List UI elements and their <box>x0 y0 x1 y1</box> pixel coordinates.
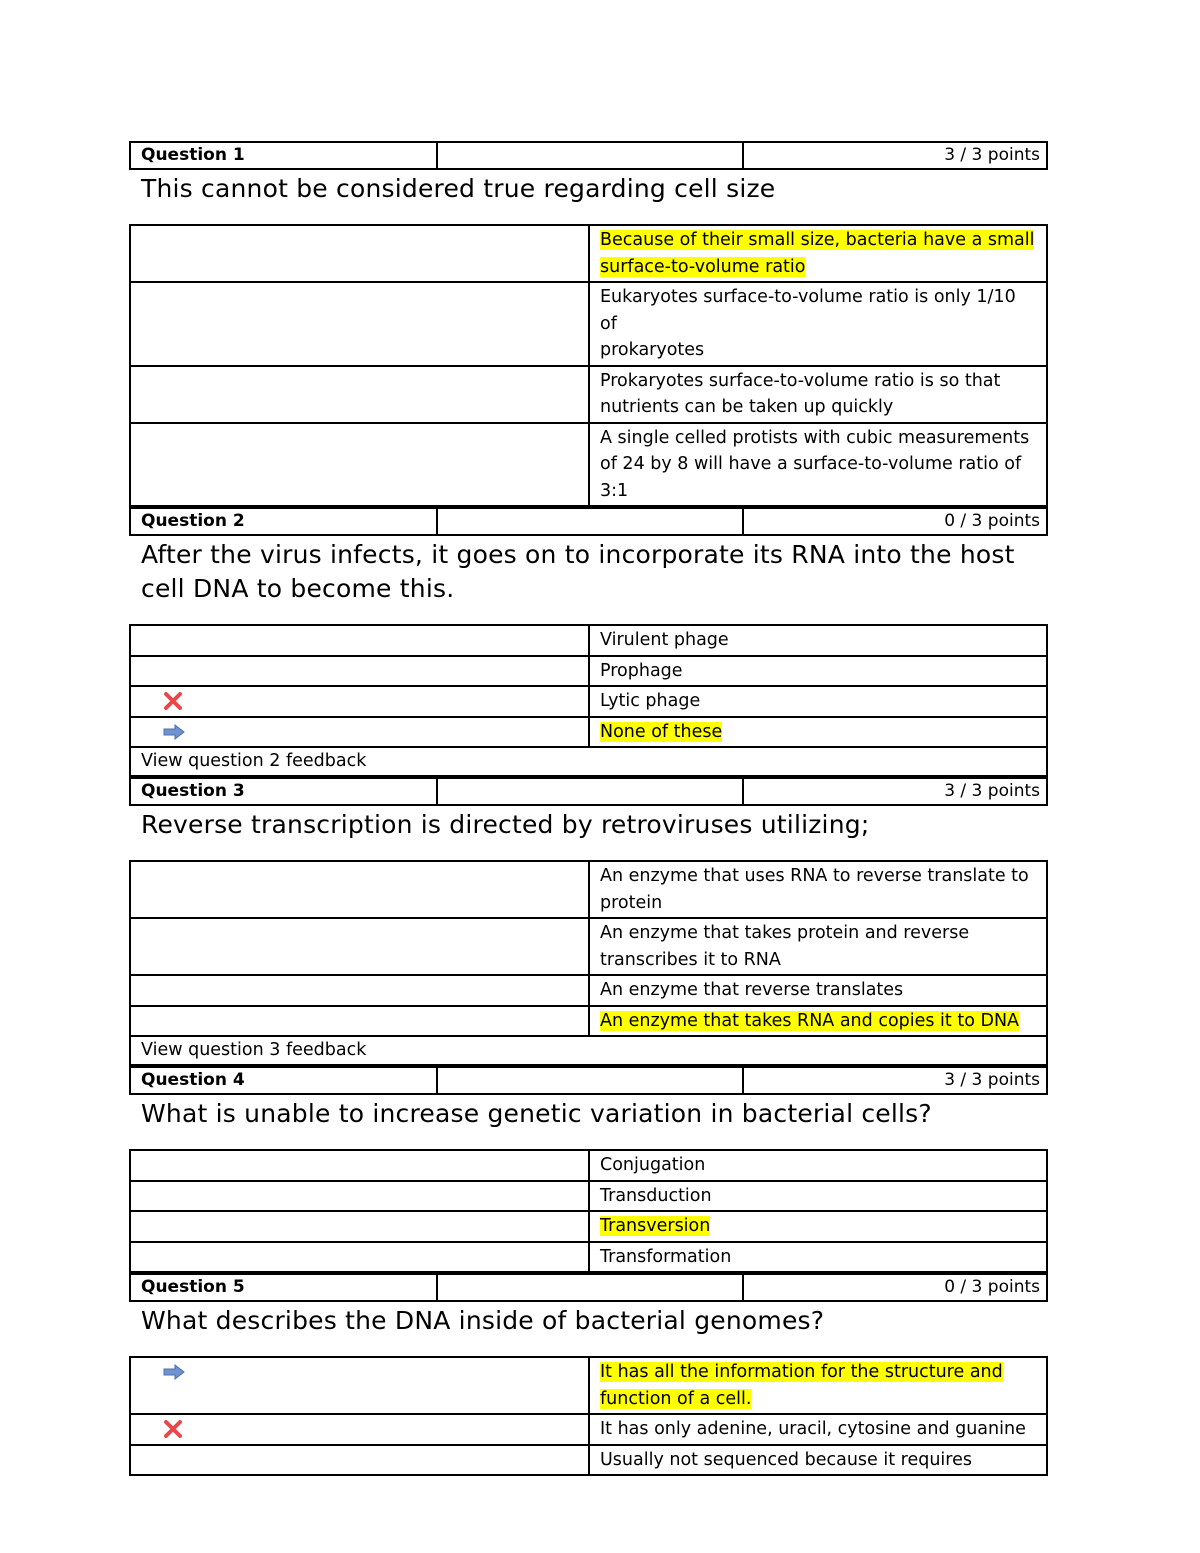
question-header <box>129 141 1048 170</box>
quiz-document <box>129 141 1048 1476</box>
question-spacer <box>129 606 1048 624</box>
answer-row <box>131 687 1046 718</box>
question-spacer <box>129 842 1048 860</box>
question-text: What is unable to increase genetic variation in bacterial cells? <box>141 1099 932 1128</box>
answer-row <box>131 1151 1046 1182</box>
answer-option[interactable] <box>590 687 1046 716</box>
question-label: Question 5 <box>131 1275 438 1300</box>
question-text: This cannot be considered true regarding cell size <box>141 174 776 203</box>
answer-option[interactable] <box>590 1151 1046 1180</box>
answer-row <box>131 424 1046 506</box>
view-feedback-link[interactable]: View question 2 feedback <box>141 751 367 771</box>
answer-marker-cell <box>131 283 590 365</box>
question-header-blank-cell <box>438 509 744 534</box>
question-header-blank-cell <box>438 143 744 168</box>
answer-option[interactable] <box>590 1415 1046 1444</box>
correct-arrow-icon <box>163 1364 183 1382</box>
answer-option[interactable] <box>590 862 1046 917</box>
answer-row <box>131 283 1046 367</box>
answer-option[interactable] <box>590 367 1046 422</box>
incorrect-x-icon <box>163 1420 183 1438</box>
answer-row <box>131 1446 1046 1475</box>
answer-marker-cell <box>131 1243 590 1272</box>
question-text: What describes the DNA inside of bacterial genomes? <box>141 1306 825 1335</box>
answer-option[interactable] <box>590 718 1046 747</box>
answer-marker-cell <box>131 1182 590 1211</box>
answer-table <box>129 624 1048 777</box>
answer-marker-cell <box>131 862 590 917</box>
answer-option-line: Conjugation <box>600 1155 706 1175</box>
answer-option[interactable] <box>590 283 1046 365</box>
answer-option-line: Prokaryotes surface-to-volume ratio is so that <box>600 370 1001 391</box>
question-points: 0 / 3 points <box>944 511 1040 531</box>
answer-row <box>131 976 1046 1007</box>
question-header <box>129 507 1048 536</box>
answer-option-line: Lytic phage <box>600 691 701 711</box>
answer-option[interactable] <box>590 1446 1046 1475</box>
answer-option[interactable] <box>590 1007 1046 1036</box>
question-header <box>129 777 1048 806</box>
answer-marker-cell <box>131 367 590 422</box>
answer-option[interactable] <box>590 1182 1046 1211</box>
answer-option-line: transcribes it to RNA <box>600 949 781 970</box>
answer-marker-cell <box>131 1212 590 1241</box>
correct-arrow-icon <box>163 724 183 742</box>
incorrect-x-icon <box>163 692 183 710</box>
answer-option-line: Transformation <box>600 1246 732 1267</box>
answer-option-line: It has only adenine, uracil, cytosine and guanine <box>600 1419 1026 1439</box>
answer-option[interactable] <box>590 1358 1046 1413</box>
answer-option-line: An enzyme that uses RNA to reverse translate to <box>600 866 1029 886</box>
answer-table <box>129 224 1048 507</box>
question-points: 0 / 3 points <box>944 1277 1040 1297</box>
answer-table <box>129 1356 1048 1476</box>
answer-marker-cell <box>131 718 590 747</box>
answer-row <box>131 1358 1046 1415</box>
answer-row <box>131 919 1046 976</box>
answer-marker-cell <box>131 1358 590 1413</box>
answer-option-line: nutrients can be taken up quickly <box>600 397 894 417</box>
answer-option-line: A single celled protists with cubic measurements <box>600 427 1030 448</box>
answer-option-line: An enzyme that reverse translates <box>600 980 904 1000</box>
question-header-blank-cell <box>438 1275 744 1300</box>
view-feedback-link[interactable]: View question 3 feedback <box>141 1040 367 1060</box>
question-header <box>129 1066 1048 1095</box>
answer-row <box>131 226 1046 283</box>
answer-marker-cell <box>131 1151 590 1180</box>
answer-table <box>129 860 1048 1066</box>
answer-option[interactable] <box>590 1243 1046 1272</box>
answer-option-line: Transversion <box>600 1216 711 1236</box>
answer-row <box>131 367 1046 424</box>
answer-marker-cell <box>131 1446 590 1475</box>
question-points: 3 / 3 points <box>944 145 1040 165</box>
question-spacer <box>129 206 1048 224</box>
answer-table <box>129 1149 1048 1273</box>
answer-row <box>131 1007 1046 1038</box>
question-label: Question 1 <box>131 143 438 168</box>
answer-option-line: Prophage <box>600 660 683 681</box>
answer-marker-cell <box>131 424 590 506</box>
answer-option-line: function of a cell. <box>600 1388 752 1409</box>
question-text: Reverse transcription is directed by retroviruses utilizing; <box>141 810 870 839</box>
answer-marker-cell <box>131 626 590 655</box>
answer-row <box>131 1182 1046 1213</box>
answer-row <box>131 1243 1046 1272</box>
answer-marker-cell <box>131 976 590 1005</box>
answer-option-line: of 24 by 8 will have a surface-to-volume ratio of <box>600 454 1022 474</box>
answer-option-line: Because of their small size, bacteria have a small <box>600 230 1035 250</box>
answer-marker-cell <box>131 226 590 281</box>
question-points: 3 / 3 points <box>944 781 1040 801</box>
answer-option[interactable] <box>590 657 1046 686</box>
question-header-blank-cell <box>438 779 744 804</box>
question-spacer <box>129 1338 1048 1356</box>
answer-marker-cell <box>131 1415 590 1444</box>
question-header <box>129 1273 1048 1302</box>
answer-option-line: surface-to-volume ratio <box>600 256 806 277</box>
answer-option-line: Eukaryotes surface-to-volume ratio is only 1/10 of <box>600 287 1016 334</box>
question-text: After the virus infects, it goes on to incorporate its RNA into the host cell DNA to become this. <box>141 540 1015 603</box>
answer-option-line: Virulent phage <box>600 630 729 650</box>
answer-option-line: None of these <box>600 721 723 742</box>
answer-option[interactable] <box>590 226 1046 281</box>
answer-option-line: It has all the information for the structure and <box>600 1362 1003 1382</box>
answer-option[interactable] <box>590 976 1046 1005</box>
answer-option-line: protein <box>600 892 663 913</box>
answer-marker-cell <box>131 919 590 974</box>
question-label: Question 3 <box>131 779 438 804</box>
answer-option-line: An enzyme that takes protein and reverse <box>600 923 970 943</box>
question-label: Question 4 <box>131 1068 438 1093</box>
answer-option[interactable] <box>590 626 1046 655</box>
answer-option-line: prokaryotes <box>600 340 705 360</box>
answer-marker-cell <box>131 1007 590 1036</box>
answer-option-line: 3:1 <box>600 480 629 501</box>
answer-row <box>131 657 1046 688</box>
answer-marker-cell <box>131 657 590 686</box>
question-points: 3 / 3 points <box>944 1070 1040 1090</box>
question-label: Question 2 <box>131 509 438 534</box>
answer-row <box>131 1415 1046 1446</box>
answer-row <box>131 862 1046 919</box>
answer-option-line: Transduction <box>600 1185 712 1206</box>
answer-option[interactable] <box>590 919 1046 974</box>
answer-row <box>131 1212 1046 1243</box>
answer-option[interactable] <box>590 1212 1046 1241</box>
answer-option-line: An enzyme that takes RNA and copies it to DNA <box>600 1010 1020 1031</box>
question-header-blank-cell <box>438 1068 744 1093</box>
answer-row <box>131 718 1046 749</box>
answer-option[interactable] <box>590 424 1046 506</box>
answer-option-line: Usually not sequenced because it requires <box>600 1449 972 1470</box>
answer-marker-cell <box>131 687 590 716</box>
answer-row <box>131 626 1046 657</box>
question-spacer <box>129 1131 1048 1149</box>
